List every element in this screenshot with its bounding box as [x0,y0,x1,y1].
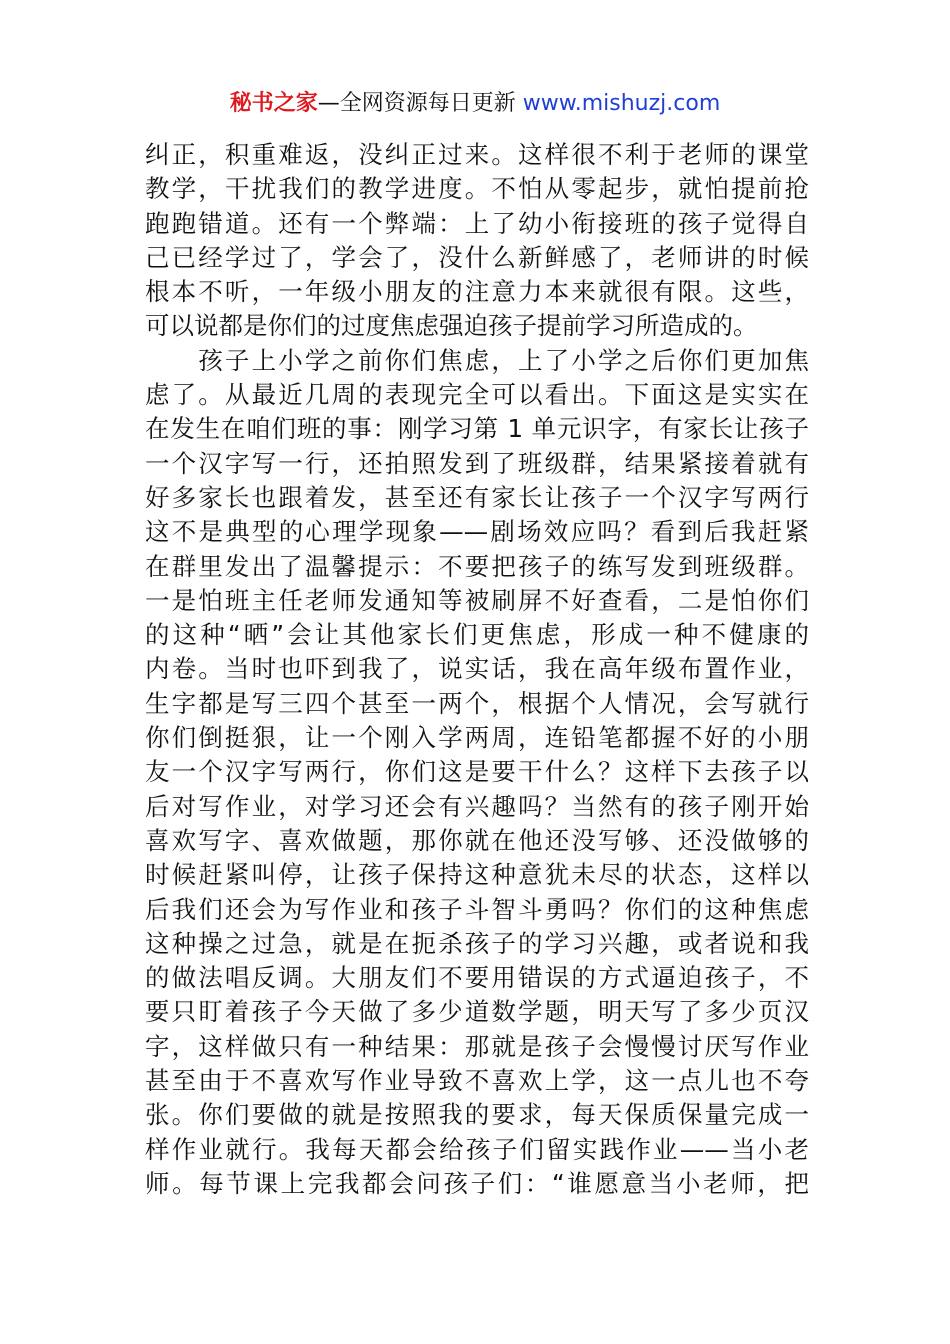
header-tagline: —全网资源每日更新 [317,91,523,116]
text-line: 要只盯着孩子今天做了多少道数学题，明天写了多少页汉 [145,997,809,1027]
text-line: 后我们还会为写作业和孩子斗智斗勇吗？你们的这种焦虑 [145,894,809,924]
text-line: 内卷。当时也吓到我了，说实话，我在高年级布置作业， [145,654,809,684]
text-line: 师。每节课上完我都会问孩子们：“谁愿意当小老师，把 [145,1168,809,1198]
page-header [0,88,950,120]
text-line: 字，这样做只有一种结果：那就是孩子会慢慢讨厌写作业 [145,1031,809,1061]
text-line: 教学，干扰我们的教学进度。不怕从零起步，就怕提前抢 [145,174,809,204]
text-line: 喜欢写字、喜欢做题，那你就在他还没写够、还没做够的 [145,825,809,855]
text-line: 后对写作业，对学习还会有兴趣吗？当然有的孩子刚开始 [145,791,809,821]
text-line: 孩子上小学之前你们焦虑，上了小学之后你们更加焦 [145,345,809,375]
text-line: 的做法唱反调。大朋友们不要用错误的方式逼迫孩子，不 [145,963,809,993]
brand-name: 秘书之家 [229,91,318,116]
text-line: 好多家长也跟着发，甚至还有家长让孩子一个汉字写两行 [145,482,809,512]
text-line: 甚至由于不喜欢写作业导致不喜欢上学，这一点儿也不夸 [145,1066,809,1096]
text-line: 在发生在咱们班的事：刚学习第 1 单元识字，有家长让孩子 [145,414,809,444]
text-line: 己已经学过了，学会了，没什么新鲜感了，老师讲的时候 [145,242,809,272]
website-link[interactable]: www.mishuzj.com [522,91,721,116]
text-line: 时候赶紧叫停，让孩子保持这种意犹未尽的状态，这样以 [145,860,809,890]
text-line: 可以说都是你们的过度焦虑强迫孩子提前学习所造成的。 [145,311,758,341]
text-line: 一是怕班主任老师发通知等被刷屏不好查看，二是怕你们 [145,585,809,615]
text-line: 这种操之过急，就是在扼杀孩子的学习兴趣，或者说和我 [145,928,809,958]
text-line: 的这种“晒”会让其他家长们更焦虑，形成一种不健康的 [145,620,809,650]
text-line: 在群里发出了温馨提示：不要把孩子的练写发到班级群。 [145,551,809,581]
text-line: 样作业就行。我每天都会给孩子们留实践作业——当小老 [145,1134,809,1164]
text-line: 纠正，积重难返，没纠正过来。这样很不利于老师的课堂 [145,140,809,169]
text-line: 你们倒挺狠，让一个刚入学两周，连铅笔都握不好的小朋 [145,723,809,753]
text-line: 张。你们要做的就是按照我的要求，每天保质保量完成一 [145,1100,809,1130]
text-line: 一个汉字写一行，还拍照发到了班级群，结果紧接着就有 [145,448,809,478]
document-body [145,138,809,1201]
text-line: 这不是典型的心理学现象——剧场效应吗？看到后我赶紧 [145,517,809,547]
text-line: 虑了。从最近几周的表现完全可以看出。下面这是实实在 [145,380,809,410]
text-line: 根本不听，一年级小朋友的注意力本来就很有限。这些， [145,277,809,307]
text-line: 生字都是写三四个甚至一两个，根据个人情况，会写就行 [145,688,809,718]
text-line: 友一个汉字写两行，你们这是要干什么？这样下去孩子以 [145,757,809,787]
text-line: 跑跑错道。还有一个弊端：上了幼小衔接班的孩子觉得自 [145,208,809,238]
